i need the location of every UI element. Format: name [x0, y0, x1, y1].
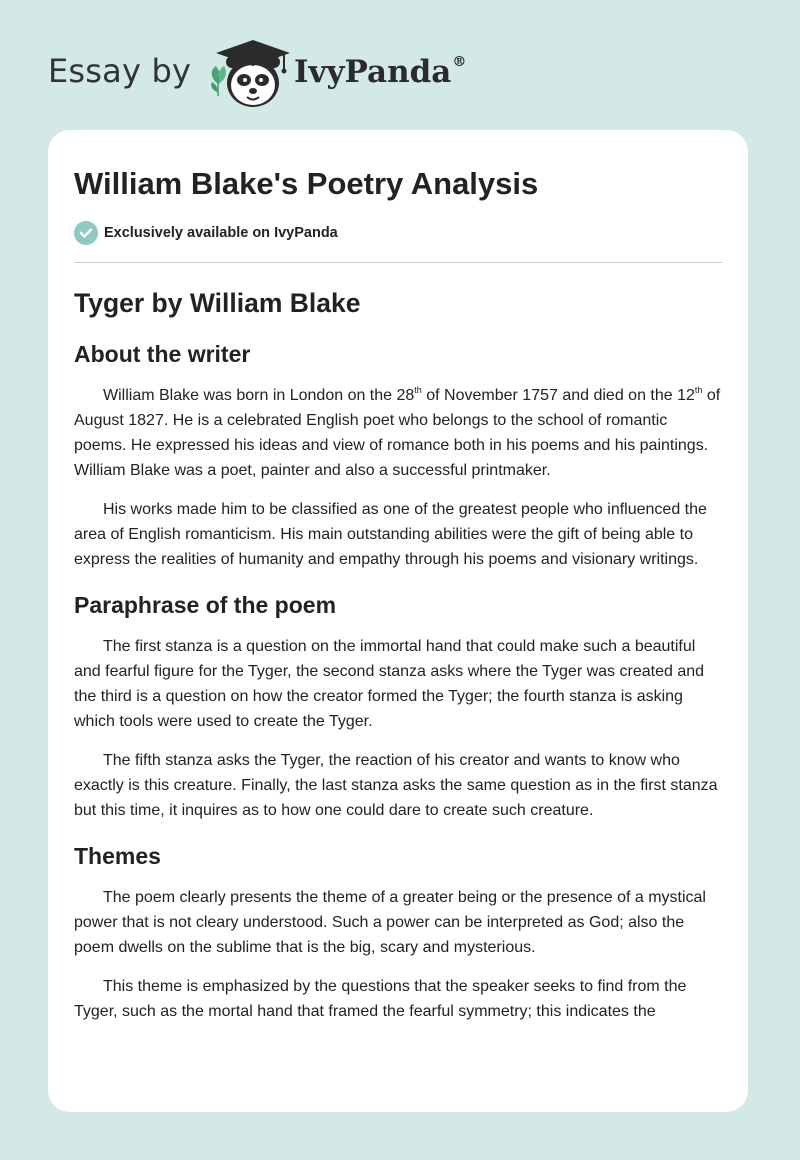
paragraph: The fifth stanza asks the Tyger, the reaction of his creator and wants to know who exactly is this creature. Finally, the last stanza asks the same question as in the first stanza but this time, it inquires as to how one could dare to create such creature. — [74, 752, 718, 819]
paragraph: The poem clearly presents the theme of a greater being or the presence of a mystical power that is not cleary understood. Such a power can be interpreted as God; also the poem dwells on the sublime that is the big, scary and mysterious. — [74, 889, 706, 956]
divider — [74, 262, 722, 263]
article-card — [48, 130, 748, 1112]
registered-mark: ® — [452, 54, 467, 70]
paragraph: William Blake was born in London on the 28th of November 1757 and died on the 12th of August 1827. He is a celebrated English poet who belongs to the school of romantic poems. He expressed his ideas and view of romance both in his poems and his paintings. William Blake was a poet, painter and also a successful printmaker. — [74, 385, 721, 479]
leaf-icon — [211, 66, 226, 96]
section-heading: Themes — [74, 843, 161, 869]
paragraph: The first stanza is a question on the immortal hand that could make such a beautiful and fearful figure for the Tyger, the second stanza asks where the Tyger was created and the third is a question on how the creator formed the Tyger; the fourth stanza is asking which tools were used to create the Tyger. — [74, 638, 705, 730]
brand-name[interactable] — [294, 54, 466, 90]
section-heading: Paraphrase of the poem — [74, 592, 337, 618]
check-icon — [74, 221, 98, 245]
paragraph: His works made him to be classified as one of the greatest people who influenced the area of English romanticism. His main outstanding abilities were the gift of being able to express the realities of humanity and empathy through his poems and visionary writings. — [74, 501, 707, 568]
paragraph: This theme is emphasized by the questions that the speaker seeks to find from the Tyger, such as the mortal hand that framed the fearful symmetry; this indicates the — [74, 978, 687, 1020]
page-title: William Blake's Poetry Analysis — [74, 166, 539, 201]
article-subtitle: Tyger by William Blake — [74, 288, 361, 318]
panda-logo-icon[interactable] — [204, 36, 294, 110]
exclusive-badge — [74, 220, 722, 246]
site-header — [48, 36, 548, 110]
brand-text: IvyPanda — [294, 54, 452, 90]
essay-by-label: Essay by — [48, 52, 192, 90]
section-heading: About the writer — [74, 341, 251, 367]
exclusive-label: Exclusively available on IvyPanda — [104, 225, 338, 241]
